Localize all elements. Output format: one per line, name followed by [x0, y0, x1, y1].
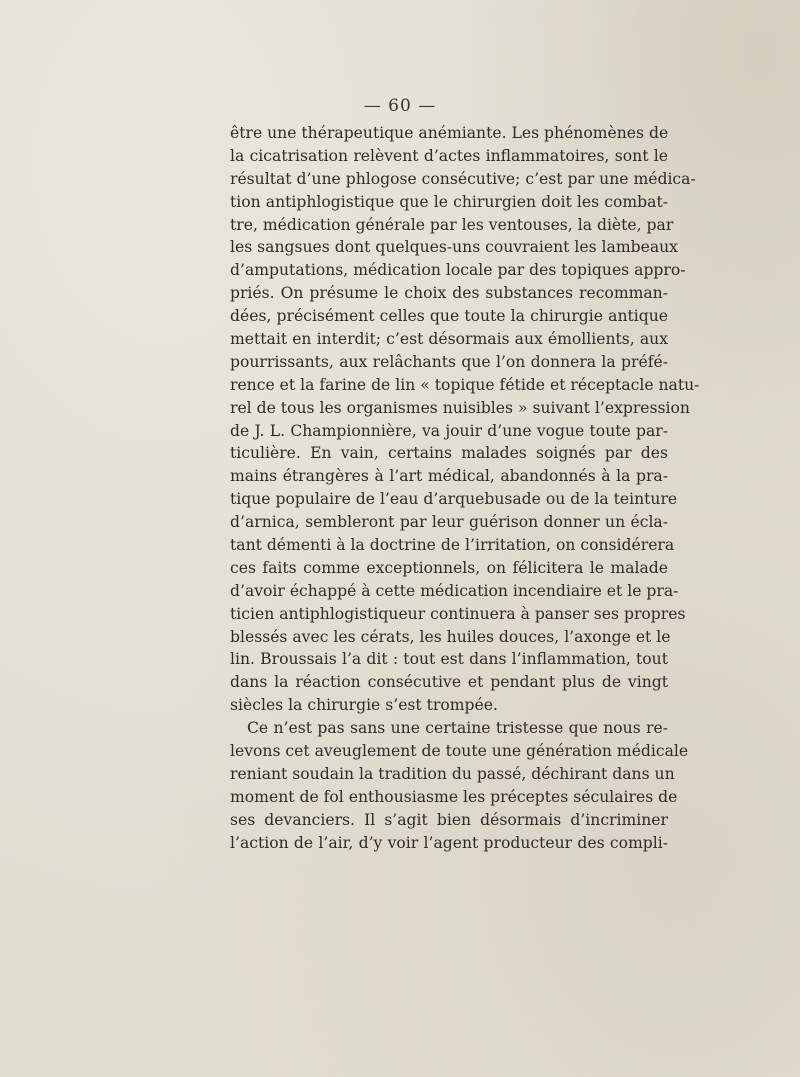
text-line: tique populaire de l’eau d’arquebusade ou de la teinture	[230, 490, 678, 509]
text-line: tant démenti à la doctrine de l’irritation, on considérera	[230, 536, 675, 555]
text-line: dans la réaction consécutive et pendant plus de vingt	[230, 673, 668, 692]
text-line: mains étrangères à l’art médical, abandonnés à la pra-	[230, 467, 668, 486]
paragraph-start-line: Ce n’est pas sans une certaine tristesse que nous re-	[247, 719, 668, 738]
text-line: résultat d’une phlogose consécutive; c’est par une médica-	[230, 169, 696, 188]
text-line: tre, médication générale par les ventouses, la diète, par	[230, 215, 674, 234]
body-text	[230, 122, 700, 855]
text-line: rence et la farine de lin « topique fétide et réceptacle natu-	[230, 375, 700, 394]
text-line: d’avoir échappé à cette médication incendiaire et le pra-	[230, 581, 679, 600]
text-line: ticien antiphlogistiqueur continuera à panser ses propres	[230, 604, 686, 623]
text-line: mettait en interdit; c’est désormais aux émollients, aux	[230, 330, 668, 349]
text-line: les sangsues dont quelques-uns couvraient les lambeaux	[230, 238, 678, 257]
page-number: — 60 —	[363, 96, 437, 116]
text-line: pourrissants, aux relâchants que l’on donnera la préfé-	[230, 352, 668, 371]
text-line: tion antiphlogistique que le chirurgien doit les combat-	[230, 192, 668, 211]
text-line: de J. L. Championnière, va jouir d’une vogue toute par-	[230, 421, 668, 440]
text-line: ses devanciers. Il s’agit bien désormais d’incriminer	[230, 810, 668, 829]
text-line: dées, précisément celles que toute la chirurgie antique	[230, 307, 668, 326]
text-line: reniant soudain la tradition du passé, déchirant dans un	[230, 764, 675, 783]
text-line: la cicatrisation relèvent d’actes inflammatoires, sont le	[230, 146, 668, 165]
text-line: blessés avec les cérats, les huiles douces, l’axonge et le	[230, 627, 671, 646]
text-line: d’arnica, sembleront par leur guérison donner un écla-	[230, 513, 668, 532]
text-line: moment de fol enthousiasme les préceptes séculaires de	[230, 787, 678, 806]
text-line: d’amputations, médication locale par des topiques appro-	[230, 261, 686, 280]
text-line: priés. On présume le choix des substances recomman-	[230, 284, 668, 303]
text-line: ticulière. En vain, certains malades soignés par des	[230, 444, 668, 463]
text-line: rel de tous les organismes nuisibles » suivant l’expression	[230, 398, 690, 417]
text-line: ces faits comme exceptionnels, on félicitera le malade	[230, 558, 668, 577]
text-line: levons cet aveuglement de toute une génération médicale	[230, 742, 689, 761]
text-line: lin. Broussais l’a dit : tout est dans l’inflammation, tout	[230, 650, 668, 669]
paragraph-end-line: siècles la chirurgie s’est trompée.	[230, 696, 498, 715]
text-line: l’action de l’air, d’y voir l’agent producteur des compli-	[230, 833, 668, 852]
text-line: être une thérapeutique anémiante. Les phénomènes de	[230, 124, 669, 142]
